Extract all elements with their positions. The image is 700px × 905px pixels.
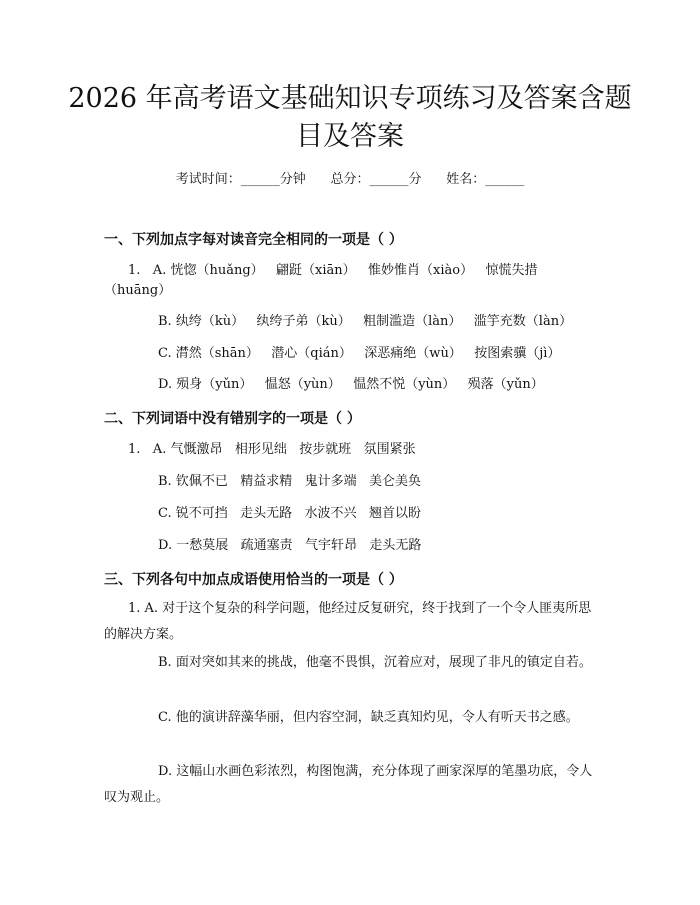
- question-1-option-d: D. 殒身（yǔn） 愠怒（yùn） 愠然不悦（yùn） 殒落（yǔn）: [158, 377, 544, 392]
- question-1-option-a: 1. A. 恍惚（huǎng） 翩跹（xiān） 惟妙惟肖（xiào） 惊慌失措: [128, 263, 538, 278]
- question-2-option-a: 1. A. 气慨激昂 相形见绌 按步就班 氛围紧张: [128, 442, 416, 457]
- question-3-option-a: 1. A. 对于这个复杂的科学问题，他经过反复研究，终于找到了一个令人匪夷所思的解决方案。: [104, 601, 592, 642]
- exam-info: 考试时间：______分钟 总分：______分 姓名：______: [175, 172, 525, 187]
- question-2-option-b: B. 钦佩不已 精益求精 鬼计多端 美仑美奂: [158, 474, 422, 489]
- question-3-option-c: C. 他的演讲辞藻华丽，但内容空洞，缺乏真知灼见，令人有听天书之感。: [158, 710, 579, 725]
- question-1-option-b: B. 纨绔（kù） 纨绔子弟（kù） 粗制滥造（làn） 滥竽充数（làn）: [158, 314, 573, 329]
- question-1-option-c: C. 潸然（shān） 潜心（qián） 深恶痛绝（wù） 按图索骥（jì）: [158, 346, 561, 361]
- question-1-option-a-continued: （huāng）: [104, 283, 172, 298]
- section-3-title: 三、下列各句中加点成语使用恰当的一项是（ ）: [104, 572, 403, 588]
- section-2-title: 二、下列词语中没有错别字的一项是（ ）: [104, 411, 361, 427]
- question-2-option-c: C. 锐不可挡 走头无路 水波不兴 翘首以盼: [158, 506, 421, 521]
- section-1-title: 一、下列加点字每对读音完全相同的一项是（ ）: [104, 232, 403, 248]
- question-3-option-b: B. 面对突如其来的挑战，他毫不畏惧，沉着应对，展现了非凡的镇定自若。: [158, 655, 592, 670]
- document-title: 2026 年高考语文基础知识专项练习及答案含题目及答案: [68, 83, 632, 152]
- question-2-option-d: D. 一愁莫展 疏通塞责 气宇轩昂 走头无路: [158, 538, 422, 553]
- question-3-option-d: D. 这幅山水画色彩浓烈，构图饱满，充分体现了画家深厚的笔墨功底，令人叹为观止。: [104, 764, 593, 805]
